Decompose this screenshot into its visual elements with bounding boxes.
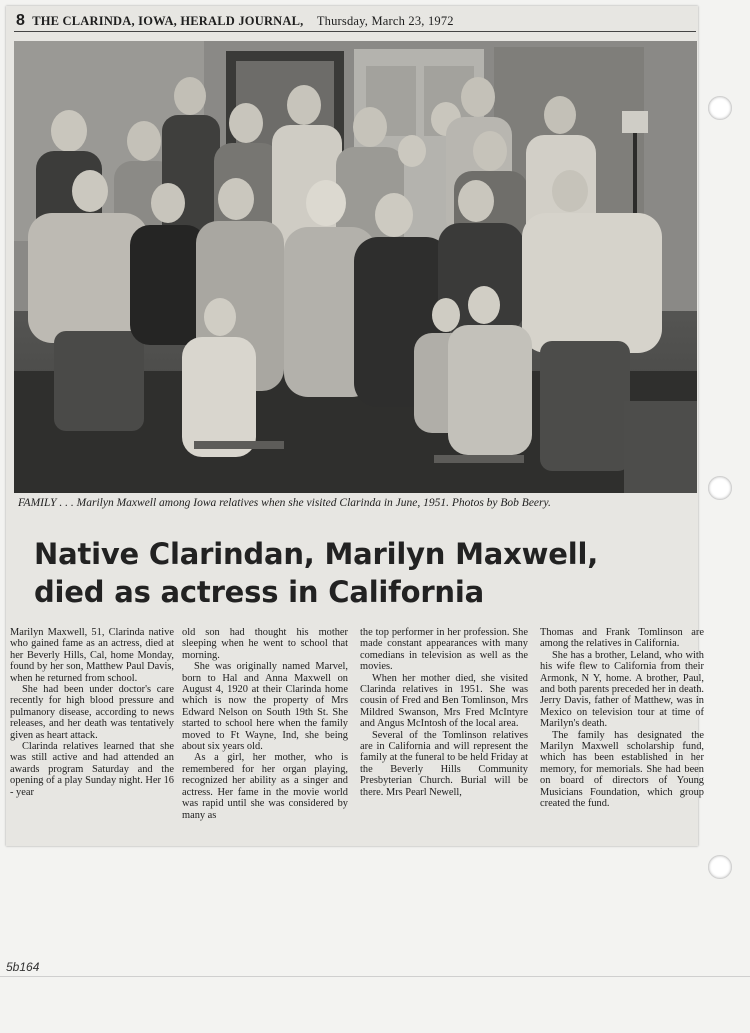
article-column-3: [360, 627, 528, 798]
masthead-rule: [14, 31, 696, 32]
paragraph: Clarinda relatives learned that she was still active and had attended an awards program Saturday and the opening of a play Sunday night. Her 16 - year: [10, 741, 174, 798]
family-photo: [14, 41, 697, 493]
paragraph: She has a brother, Leland, who with his wife flew to California from their Armonk, N Y, home. A brother, Paul, and both parents preceded her in death. Jerry Davis, father of Matthew, was in Mexico on television tour at time of Marilyn's death.: [540, 649, 704, 730]
headline-line-1: Native Clarindan, Marilyn Maxwell,: [34, 537, 599, 571]
photo-caption: FAMILY . . . Marilyn Maxwell among Iowa relatives when she visited Clarinda in June, 1951. Photos by Bob Beery.: [18, 497, 551, 509]
paragraph: When her mother died, she visited Clarinda relatives in 1951. She was cousin of Fred and Ben Tomlinson, Mrs Mildred Swanson, Mrs Fred McIntyre and Angus McIntosh of the local area.: [360, 672, 528, 730]
article-column-4: [540, 627, 704, 810]
article-column-1: [10, 627, 174, 798]
newspaper-clipping: [6, 6, 704, 846]
article-column-2: [182, 627, 348, 821]
paragraph: She had been under doctor's care recently for high blood pressure and pulmanory disease, according to news releases, and her death was tentatively given as heart attack.: [10, 684, 174, 741]
masthead: [16, 12, 454, 30]
paragraph: Marilyn Maxwell, 51, Clarinda native who gained fame as an actress, died at her Beverly Hills, Cal, home Monday, found by her son, Matthew Paul Davis, when he returned from school.: [10, 627, 174, 684]
paragraph: old son had thought his mother sleeping when he went to school that morning.: [182, 627, 348, 661]
paragraph: As a girl, her mother, who is remembered for her organ playing, recognized her ability as a singer and actress. Her fame in the movie world was rapid until she was considered by many as: [182, 752, 348, 821]
scrapbook-folio-label: 5b164: [6, 960, 40, 974]
paragraph: The family has designated the Marilyn Maxwell scholarship fund, which has been established in her memory, for memorials. She had been on board of directors of Young Musicians Foundation, which group created the fund.: [540, 729, 704, 810]
headline-line-2: died as actress in California: [34, 574, 484, 609]
paragraph: Thomas and Frank Tomlinson are among the relatives in California.: [540, 627, 704, 650]
family-photo-illustration: [14, 41, 697, 493]
issue-date: Thursday, March 23, 1972: [316, 14, 454, 28]
page-number: 8: [16, 12, 26, 29]
paragraph: She was originally named Marvel, born to Hal and Anna Maxwell on August 4, 1920 at their Clarinda home which is now the property of Mrs Edward Nelson on South 19th St. She started to school here when the family moved to Ft Wayne, Ind, she being about six years old.: [182, 661, 348, 753]
binder-hole-middle: [708, 476, 732, 500]
paragraph: Several of the Tomlinson relatives are in California and will represent the family at the funeral to be held Friday at the Beverly Hills Community Presbyterian Church. Burial will be there. Mrs Pearl Newell,: [360, 729, 528, 798]
paper-name: THE CLARINDA, IOWA, HERALD JOURNAL,: [32, 14, 304, 28]
sheet-edge: [0, 976, 750, 977]
article-headline: [34, 536, 694, 611]
binder-hole-top: [708, 96, 732, 120]
paragraph: the top performer in her profession. She made constant appearances with many comedians in television as well as the movies.: [360, 627, 528, 673]
binder-hole-bottom: [708, 855, 732, 879]
